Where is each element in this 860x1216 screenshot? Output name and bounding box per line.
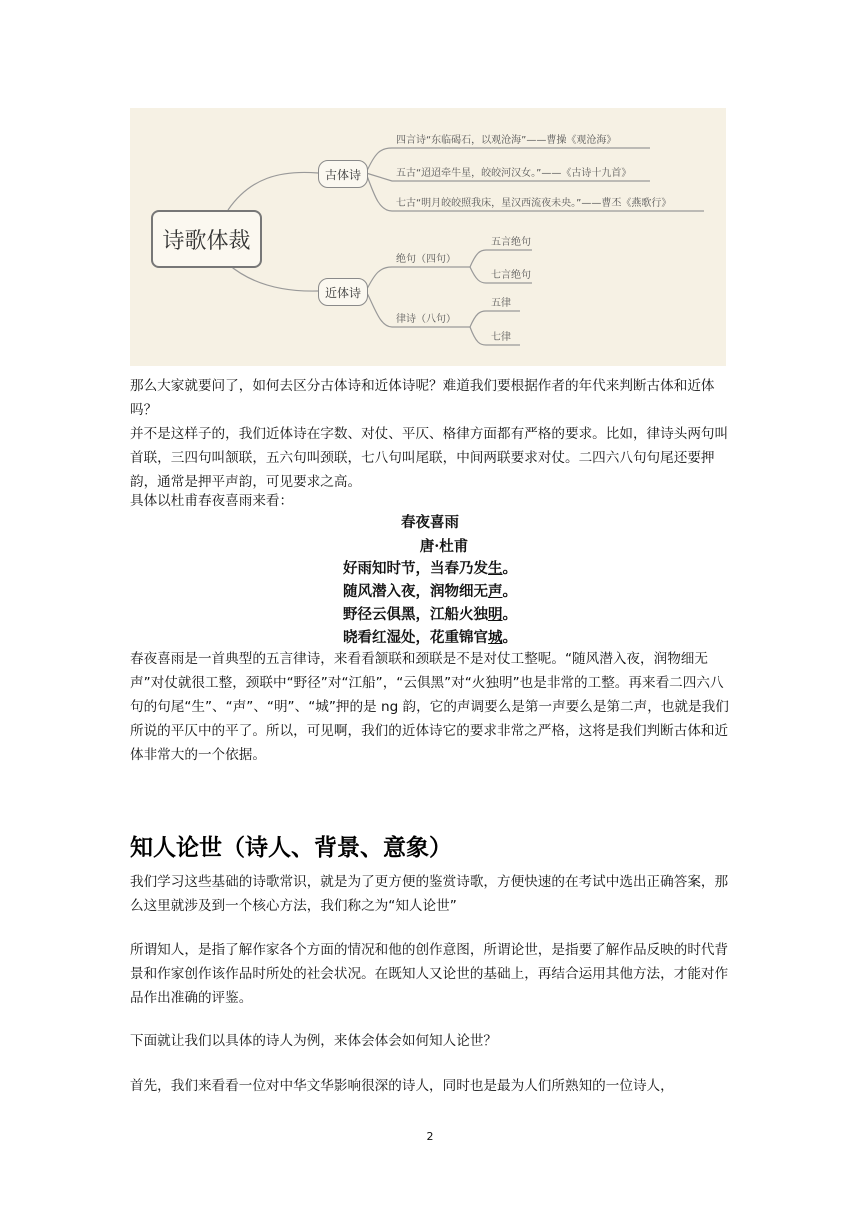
- poem-rhyme-char: 城: [488, 629, 503, 646]
- classical-item-four-char: 四言诗“东临碣石，以观沧海”——曹操《观沧海》: [396, 135, 617, 146]
- item-five-char-jueju: 五言绝句: [491, 237, 531, 248]
- poem-line-end: 。: [502, 560, 517, 577]
- poem-line-text: 晓看红湿处，花重锦官: [343, 629, 488, 646]
- group-lushi: 律诗（八句）: [396, 314, 456, 325]
- paragraph-first-poet: 首先，我们来看看一位对中华文华影响很深的诗人，同时也是最为人们所熟知的一位诗人，: [130, 1078, 674, 1094]
- poem-rhyme-char: 生: [488, 560, 503, 577]
- poem-rhyme-char: 明: [488, 606, 503, 623]
- poem-line: [130, 557, 730, 581]
- classical-item-five-char: 五古“迢迢牵牛星，皎皎河汉女。”——《古诗十九首》: [396, 168, 632, 179]
- classical-item-seven-char: 七古“明月皎皎照我床，星汉西流夜未央。”——曹丕《燕歌行》: [396, 198, 672, 209]
- poem-line: [130, 580, 730, 604]
- poem-line-text: 好雨知时节，当春乃发: [343, 560, 488, 577]
- poem-rhyme-char: 声: [488, 583, 503, 600]
- paragraph-rules: 并不是这样子的，我们近体诗在字数、对仗、平仄、格律方面都有严格的要求。比如，律诗头两句叫首联，三四句叫颔联，五六句叫颈联，七八句叫尾联，中间两联要求对仗。二四六八句句尾还要押韵，通常是押平声韵，可见要求之高。: [130, 426, 729, 490]
- section-heading: 知人论世（诗人、背景、意象）: [130, 835, 452, 861]
- paragraph-core-method: 我们学习这些基础的诗歌常识，就是为了更方便的鉴赏诗歌，方便快速的在考试中选出正确答案，那么这里就涉及到一个核心方法，我们称之为“知人论世”: [130, 874, 729, 914]
- mind-map-root: 诗歌体裁: [151, 210, 262, 268]
- branch-modern-style-poetry: 近体诗: [318, 278, 368, 306]
- poem-line-end: 。: [502, 606, 517, 623]
- paragraph-definition: 所谓知人，是指了解作家各个方面的情况和他的创作意图，所谓论世，是指要了解作品反映的时代背景和作家创作该作品时所处的社会状况。在既知人又论世的基础上，再结合运用其他方法，才能对作品作出准确的评鉴。: [130, 942, 729, 1006]
- group-jueju: 绝句（四句）: [396, 254, 456, 265]
- poem-line-text: 野径云俱黑，江船火独: [343, 606, 488, 623]
- poem-line-end: 。: [502, 629, 517, 646]
- item-seven-char-jueju: 七言绝句: [491, 270, 531, 281]
- item-five-char-lushi: 五律: [491, 298, 511, 309]
- poem-line-end: 。: [502, 583, 517, 600]
- paragraph-analysis: 春夜喜雨是一首典型的五言律诗，来看看颔联和颈联是不是对仗工整呢。“随风潜入夜，润物细无声”对仗就很工整，颈联中“野径”对“江船”，“云俱黑”对“火独明”也是非常的工整。再来看二四六八句的句尾“生”、“声”、“明”、“城”押的是 ng 韵，它的声调要么是第一声要么是第二声，也就是我们所说的平仄中的平了。所以，可见啊，我们的近体诗它的要求非常之严格，这将是我们判断古体和近体非常大的一个依据。: [130, 651, 729, 763]
- poem-line-text: 随风潜入夜，润物细无: [343, 583, 488, 600]
- item-seven-char-lushi: 七律: [491, 332, 511, 343]
- paragraph-question: 那么大家就要问了，如何去区分古体诗和近体诗呢？难道我们要根据作者的年代来判断古体和近体吗？: [130, 378, 715, 418]
- page-number: 2: [426, 1130, 434, 1143]
- poem-title: 春夜喜雨: [401, 514, 459, 531]
- paragraph-transition: 下面就让我们以具体的诗人为例，来体会体会如何知人论世？: [130, 1033, 498, 1049]
- poem-line: [130, 603, 730, 627]
- branch-classical-poetry: 古体诗: [318, 160, 368, 188]
- mind-map-figure: [130, 108, 726, 366]
- paragraph-example-intro: 具体以杜甫春夜喜雨来看：: [130, 493, 294, 509]
- poem-author: 唐·杜甫: [419, 538, 469, 555]
